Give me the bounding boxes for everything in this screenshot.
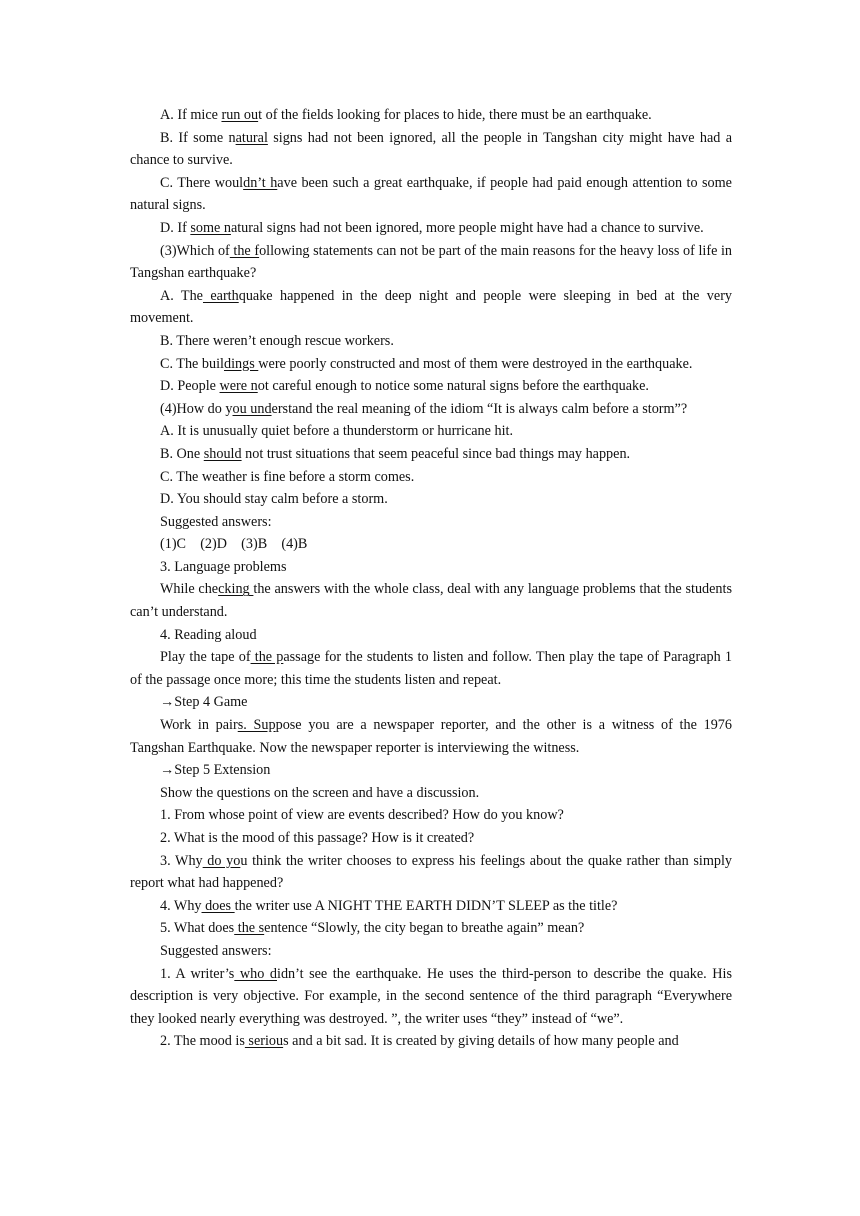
text-run: (1)C (2)D (3)B (4)B [160, 536, 308, 553]
text-run: While che [160, 581, 219, 598]
paragraph [130, 466, 732, 489]
text-run: A. It is unusually quiet before a thunderstorm or hurricane hit. [160, 423, 514, 440]
paragraph [130, 488, 732, 511]
text-run: 1. A writer’s [160, 965, 235, 982]
text-run: 3. Language problems [160, 558, 287, 575]
text-run: C. The weather is fine before a storm comes. [160, 468, 415, 485]
underlined-text: atural [235, 129, 268, 146]
paragraph [130, 895, 732, 918]
text-run: ot careful enough to notice some natural signs before the earthquake. [257, 378, 649, 395]
paragraph [130, 420, 732, 443]
text-run: B. If some n [160, 129, 236, 146]
text-run: u think the writer chooses to express his feelings about the quake rather than simply report what had happened? [130, 852, 732, 892]
text-run: A. If mice [160, 107, 222, 123]
text-run: A. The [160, 287, 203, 304]
paragraph [130, 240, 732, 285]
paragraph [130, 1030, 732, 1053]
text-run: were poorly constructed and most of them were destroyed in the earthquake. [258, 355, 693, 372]
paragraph [130, 330, 732, 353]
text-run: Play the tape of [160, 649, 251, 666]
paragraph [130, 104, 732, 127]
underlined-text: the s [234, 920, 265, 937]
text-run: B. One [160, 445, 204, 462]
paragraph [130, 285, 732, 330]
paragraph [130, 646, 732, 691]
paragraph [130, 375, 732, 398]
text-run: signs had not been ignored, all the people in Tangshan city might have had a chance to survive. [130, 129, 732, 169]
paragraph [130, 691, 732, 714]
paragraph [130, 511, 732, 534]
paragraph [130, 578, 732, 623]
paragraph [130, 963, 732, 1031]
underlined-text: seriou [244, 1033, 284, 1050]
text-run: 2. What is the mood of this passage? How is it created? [160, 830, 475, 846]
paragraph [130, 850, 732, 895]
paragraph [130, 172, 732, 217]
paragraph [130, 827, 732, 850]
paragraph [130, 353, 732, 376]
text-run: D. People [160, 378, 220, 395]
underlined-text: the f [229, 242, 260, 259]
underlined-text: dn’t h [243, 174, 278, 191]
text-run: ollowing statements can not be part of the main reasons for the heavy loss of life in Tangshan earthquake? [130, 242, 733, 282]
text-run: 4. Why [160, 897, 202, 914]
text-run: 5. What does [160, 920, 235, 937]
text-run: idn’t see the earthquake. He uses the third-person to describe the quake. His description is very objective. For example, in the second sentence of the third paragraph “Everywhere they looked nearly everything was destroyed. ”, the writer uses “they” instead of “we”. [130, 965, 733, 1027]
text-run: atural signs had not been ignored, more people might have had a chance to survive. [230, 219, 704, 236]
underlined-text: who d [234, 965, 277, 982]
paragraph [130, 556, 732, 579]
text-run: C. The buil [160, 355, 224, 372]
text-run: the writer use A NIGHT THE EARTH DIDN’T SLEEP as the title? [234, 897, 618, 914]
text-run: (4)How do y [160, 400, 233, 417]
document-page [130, 104, 732, 1053]
underlined-text: should [203, 445, 242, 462]
underlined-text: cking [218, 581, 254, 598]
text-run: pose you are a newspaper reporter, and the other is a witness of the 1976 Tangshan Earthquake. Now the newspaper reporter is interviewing the witness. [130, 717, 732, 756]
text-run: ave been such a great earthquake, if people had paid enough attention to some natural signs. [130, 174, 732, 214]
underlined-text: ou und [232, 400, 272, 417]
paragraph [130, 804, 732, 827]
text-run: 4. Reading aloud [160, 626, 257, 643]
text-run: B. There weren’t enough rescue workers. [160, 332, 394, 349]
text-run: Show the questions on the screen and have a discussion. [160, 784, 480, 801]
underlined-text: does [201, 897, 235, 914]
text-run: D. If [160, 219, 191, 236]
underlined-text: earth [202, 287, 239, 304]
underlined-text: dings [223, 355, 259, 372]
text-run: (3)Which of [160, 242, 230, 259]
underlined-text: the p [250, 649, 284, 666]
text-run: erstand the real meaning of the idiom “It is always calm before a storm”? [271, 400, 688, 417]
text-run: Suggested answers: [160, 942, 272, 959]
text-run: the answers with the whole class, deal with any language problems that the students can’t understand. [130, 581, 732, 621]
text-run: s and a bit sad. It is created by giving details of how many people and [283, 1033, 679, 1050]
paragraph [130, 127, 732, 172]
paragraph [130, 398, 732, 421]
underlined-text: run ou [221, 107, 259, 123]
paragraph [130, 217, 732, 240]
paragraph [130, 940, 732, 963]
text-run: not trust situations that seem peaceful since bad things may happen. [241, 445, 631, 462]
text-run: Work in pair [160, 717, 238, 734]
paragraph [130, 759, 732, 782]
underlined-text: s. Sup [237, 717, 276, 734]
paragraph [130, 917, 732, 940]
text-run: 3. Why [160, 852, 203, 869]
text-run: 1. From whose point of view are events described? How do you know? [160, 807, 564, 824]
text-run: Suggested answers: [160, 513, 272, 530]
text-run: →Step 5 Extension [160, 762, 271, 779]
text-run: D. You should stay calm before a storm. [160, 491, 388, 508]
text-run: 2. The mood is [160, 1033, 245, 1050]
paragraph [130, 624, 732, 647]
paragraph [130, 714, 732, 759]
underlined-text: do yo [202, 852, 241, 869]
text-run: assage for the students to listen and follow. Then play the tape of Paragraph 1 of the passage once more; this time the students listen and repeat. [130, 649, 732, 688]
text-run: t of the fields looking for places to hide, there must be an earthquake. [258, 107, 652, 123]
paragraph [130, 782, 732, 805]
text-run: entence “Slowly, the city began to breathe again” mean? [264, 920, 585, 937]
text-run: →Step 4 Game [160, 694, 248, 711]
underlined-text: some n [190, 219, 231, 236]
text-run: C. There woul [160, 174, 244, 191]
paragraph [130, 443, 732, 466]
underlined-text: were n [219, 378, 258, 395]
paragraph [130, 533, 732, 556]
text-run: quake happened in the deep night and people were sleeping in bed at the very movement. [130, 287, 733, 327]
